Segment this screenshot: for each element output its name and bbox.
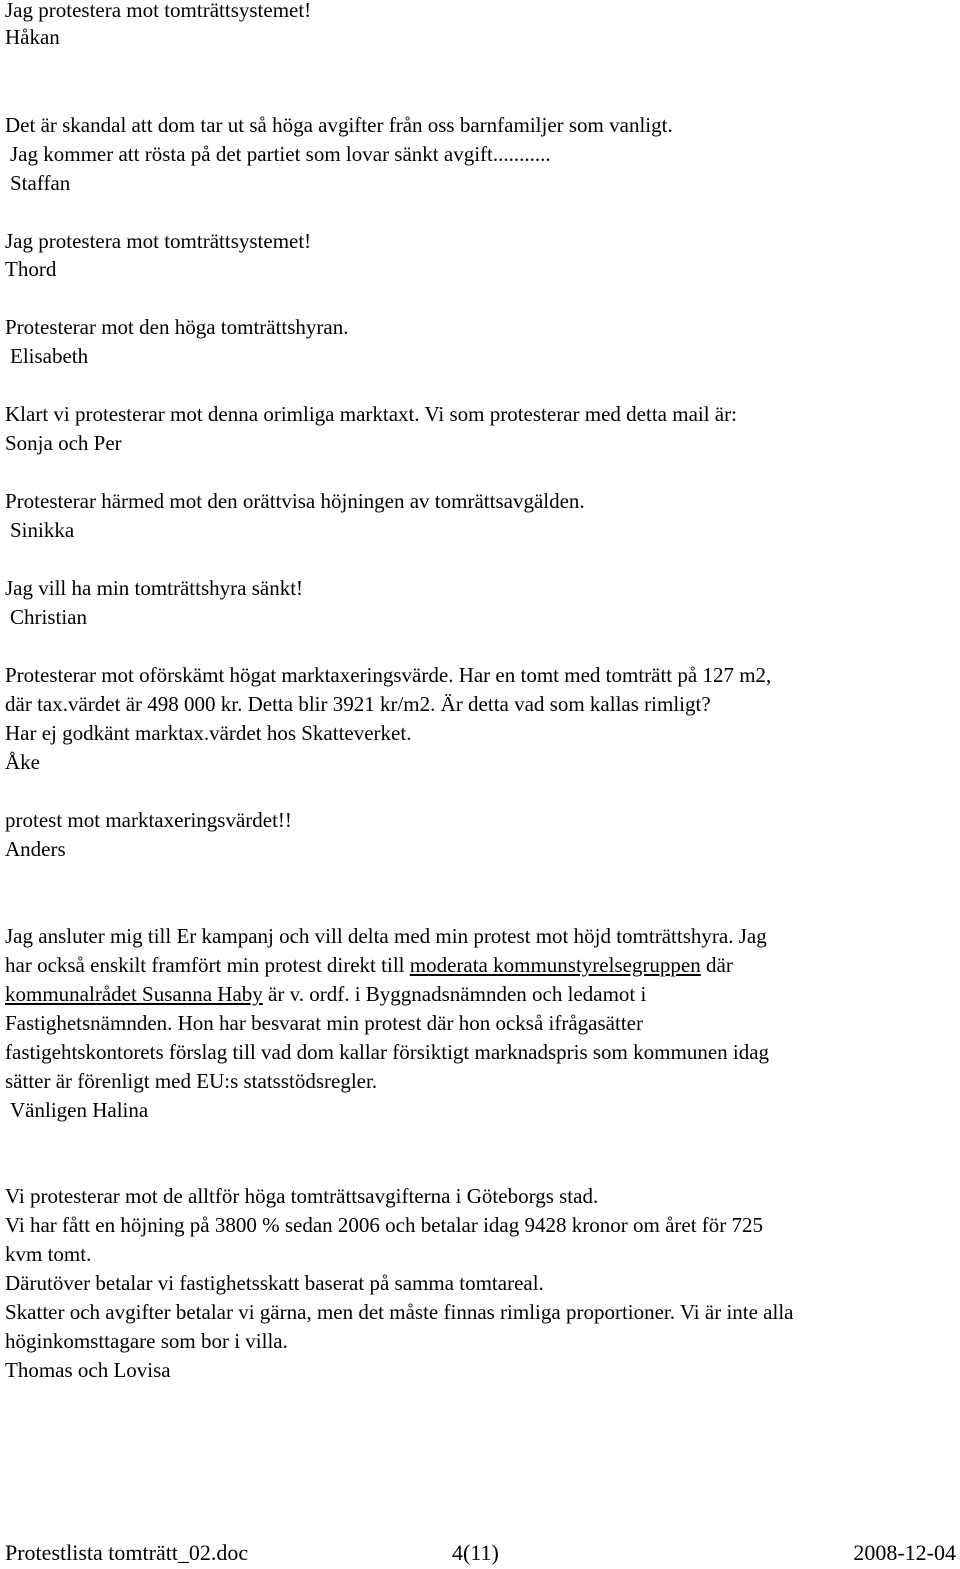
text-segment: där — [700, 953, 733, 977]
entry-signature: Sonja och Per — [5, 431, 122, 455]
entry-signature: Staffan — [10, 171, 71, 195]
entry-signature: Christian — [10, 605, 87, 629]
entry-text: protest mot marktaxeringsvärdet!! — [5, 808, 292, 832]
entry-text: Protesterar mot den höga tomträttshyran. — [5, 315, 349, 339]
text-segment: har också enskilt framfört min protest direkt till — [5, 953, 410, 977]
entry-text: Protesterar mot oförskämt högat marktaxeringsvärde. Har en tomt med tomträtt på 127 m2, — [5, 663, 772, 687]
kommunalradet-link[interactable]: kommunalrådet Susanna Haby — [5, 982, 263, 1006]
entry-signature: Vänligen Halina — [10, 1098, 149, 1122]
entry-text: Vi protesterar mot de alltför höga tomträttsavgifterna i Göteborgs stad. — [5, 1184, 599, 1208]
entry-signature: Åke — [5, 750, 40, 774]
entry-text: Jag ansluter mig till Er kampanj och vill delta med min protest mot höjd tomträttshyra. Jag — [5, 924, 767, 948]
entry-text: där tax.värdet är 498 000 kr. Detta blir 3921 kr/m2. Är detta vad som kallas rimligt? — [5, 692, 711, 716]
entry-text: sätter är förenligt med EU:s statsstödsregler. — [5, 1069, 378, 1093]
entry-text: Fastighetsnämnden. Hon har besvarat min protest där hon också ifrågasätter — [5, 1011, 643, 1035]
entry-text: höginkomsttagare som bor i villa. — [5, 1329, 288, 1353]
footer-filename: Protestlista tomträtt_02.doc — [5, 1540, 249, 1565]
entry-text: Jag kommer att rösta på det partiet som lovar sänkt avgift........... — [10, 142, 551, 166]
entry-text — [5, 951, 733, 980]
entry-signature: Elisabeth — [10, 344, 89, 368]
footer-date: 2008-12-04 — [853, 1540, 956, 1565]
entry-text: Jag protestera mot tomträttsystemet! — [5, 0, 312, 22]
entry-text: Vi har fått en höjning på 3800 % sedan 2006 och betalar idag 9428 kronor om året för 725 — [5, 1213, 764, 1237]
entry-text: Jag protestera mot tomträttsystemet! — [5, 229, 312, 253]
entry-text: Skatter och avgifter betalar vi gärna, men det måste finnas rimliga proportioner. Vi är inte alla — [5, 1300, 794, 1324]
entry-text: Har ej godkänt marktax.värdet hos Skatteverket. — [5, 721, 412, 745]
entry-signature: Thord — [5, 257, 57, 281]
footer-page-number: 4(11) — [452, 1540, 499, 1565]
entry-text: Klart vi protesterar mot denna orimliga marktaxt. Vi som protesterar med detta mail är: — [5, 402, 737, 426]
entry-signature: Thomas och Lovisa — [5, 1358, 171, 1382]
moderata-link[interactable]: moderata kommunstyrelsegruppen — [409, 953, 701, 977]
entry-text: Protesterar härmed mot den orättvisa höjningen av tomrättsavgälden. — [5, 489, 585, 513]
text-segment: är v. ordf. i Byggnadsnämnden och ledamot i — [262, 982, 647, 1006]
entry-text: Jag vill ha min tomträttshyra sänkt! — [5, 576, 304, 600]
entry-text: Därutöver betalar vi fastighetsskatt baserat på samma tomtareal. — [5, 1271, 544, 1295]
entry-signature: Sinikka — [10, 518, 75, 542]
entry-text: Det är skandal att dom tar ut så höga avgifter från oss barnfamiljer som vanligt. — [5, 113, 673, 137]
entry-signature: Håkan — [5, 25, 60, 49]
entry-text: kvm tomt. — [5, 1242, 92, 1266]
entry-text — [5, 980, 646, 1009]
entry-signature: Anders — [5, 837, 66, 861]
entry-text: fastigehtskontorets förslag till vad dom kallar försiktigt marknadspris som kommunen idag — [5, 1040, 770, 1064]
